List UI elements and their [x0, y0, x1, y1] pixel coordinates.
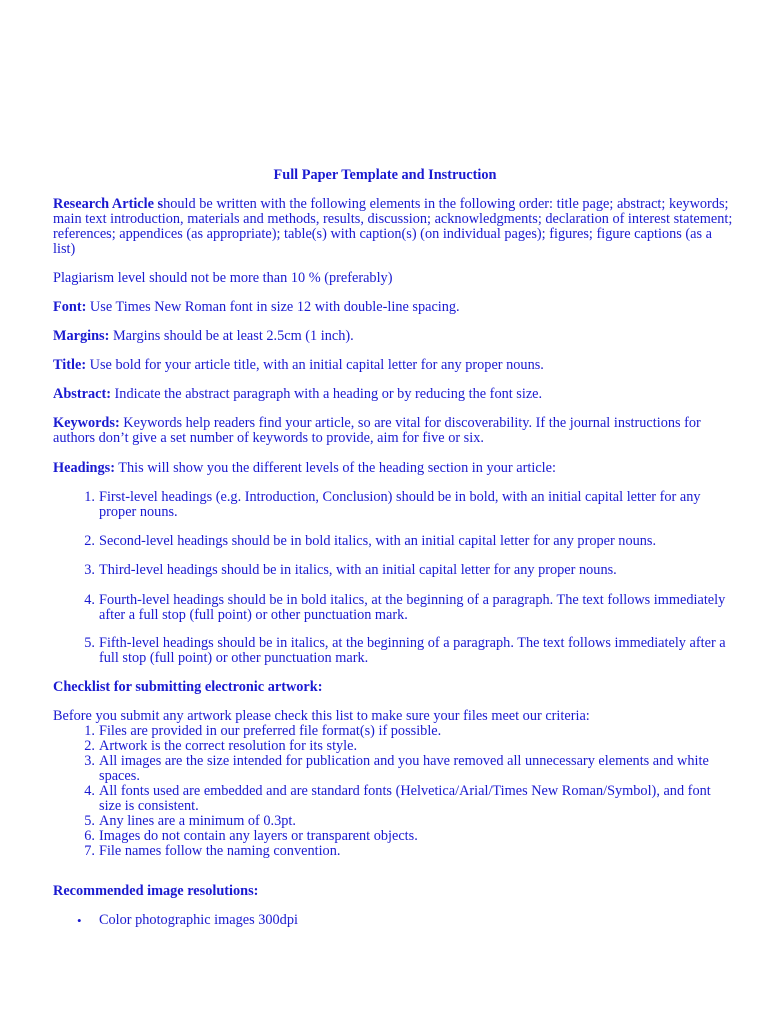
list-item-text: Fifth-level headings should be in italics, at the beginning of a paragraph. The text follows immediately after a full stop (full point) or other punctuation mark.	[99, 635, 726, 666]
list-item	[53, 724, 733, 739]
font-text: Use Times New Roman font in size 12 with double-line spacing.	[86, 299, 460, 315]
abstract-paragraph	[53, 387, 733, 402]
title-lead: Title:	[53, 357, 87, 373]
list-item-text: Artwork is the correct resolution for its style.	[99, 738, 358, 754]
list-number: 1.	[84, 489, 95, 505]
keywords-text: Keywords help readers find your article, so are vital for discoverability. If the journal instructions for authors don’t give a set number of keywords to provide, aim for five or six.	[53, 415, 701, 446]
research-article-text: hould be written with the following elements in the following order: title page; abstract; keywords; main text introduction, materials and methods, results, discussion; acknowledgments; declaration of interest statement; references; appendices (as appropriate); table(s) with caption(s) (on individual pages); figures; figure captions (as a list)	[53, 196, 733, 257]
margins-lead: Margins:	[53, 328, 110, 344]
checklist-list	[53, 724, 733, 859]
headings-lead: Headings:	[53, 460, 115, 476]
keywords-paragraph	[53, 416, 733, 446]
abstract-text: Indicate the abstract paragraph with a heading or by reducing the font size.	[110, 386, 543, 402]
font-paragraph	[53, 300, 733, 315]
list-item-text: Color photographic images 300dpi	[99, 912, 298, 928]
resolutions-heading	[53, 884, 733, 899]
margins-paragraph	[53, 329, 733, 344]
headings-list-item	[53, 636, 733, 666]
checklist-intro: Before you submit any artwork please check this list to make sure your files meet our criteria:	[53, 708, 590, 724]
list-number: 4.	[84, 592, 95, 608]
title-text: Use bold for your article title, with an initial capital letter for any proper nouns.	[86, 357, 544, 373]
list-number: 3.	[84, 562, 95, 578]
list-item	[53, 829, 733, 844]
headings-paragraph	[53, 461, 733, 476]
list-number: 1.	[84, 723, 95, 739]
resolutions-heading-text: Recommended image resolutions:	[53, 883, 259, 899]
list-number: 4.	[84, 783, 95, 799]
list-item-text: Fourth-level headings should be in bold italics, at the beginning of a paragraph. The text follows immediately after a full stop (full point) or other punctuation mark.	[99, 592, 726, 623]
list-item-text: Second-level headings should be in bold italics, with an initial capital letter for any proper nouns.	[99, 533, 657, 549]
list-item-text: Files are provided in our preferred file format(s) if possible.	[99, 723, 442, 739]
list-item-text: First-level headings (e.g. Introduction, Conclusion) should be in bold, with an initial capital letter for any proper nouns.	[99, 489, 701, 520]
abstract-lead: Abstract:	[53, 386, 111, 402]
headings-text: This will show you the different levels of the heading section in your article:	[114, 460, 556, 476]
list-item-text: Third-level headings should be in italics, with an initial capital letter for any proper nouns.	[99, 562, 617, 578]
list-item	[53, 814, 733, 829]
keywords-lead: Keywords:	[53, 415, 120, 431]
research-article-lead: Research Article s	[53, 196, 164, 212]
list-item	[53, 844, 733, 859]
list-item-text: Images do not contain any layers or transparent objects.	[99, 828, 418, 844]
list-number: 3.	[84, 753, 95, 769]
list-item-text: All fonts used are embedded and are standard fonts (Helvetica/Arial/Times New Roman/Symbol), and font size is consistent.	[99, 783, 711, 814]
headings-list-item	[53, 563, 733, 578]
list-item	[53, 784, 733, 814]
plagiarism-paragraph: Plagiarism level should not be more than 10 % (preferably)	[53, 270, 393, 286]
list-number: 5.	[84, 635, 95, 651]
list-number: 2.	[84, 533, 95, 549]
title-paragraph	[53, 358, 733, 373]
list-item-text: File names follow the naming convention.	[99, 843, 341, 859]
headings-list-item	[53, 593, 733, 623]
list-item-text: All images are the size intended for publication and you have removed all unnecessary elements and white spaces.	[99, 753, 709, 784]
list-number: 5.	[84, 813, 95, 829]
list-number: 2.	[84, 738, 95, 754]
list-number: 6.	[84, 828, 95, 844]
font-lead: Font:	[53, 299, 87, 315]
margins-text: Margins should be at least 2.5cm (1 inch).	[109, 328, 354, 344]
list-item	[53, 754, 733, 784]
list-item-text: Any lines are a minimum of 0.3pt.	[99, 813, 296, 829]
checklist-heading	[53, 680, 733, 695]
headings-list-item	[53, 490, 733, 520]
list-number: 7.	[84, 843, 95, 859]
list-item	[53, 739, 733, 754]
research-article-paragraph	[53, 197, 733, 257]
bullet-icon: •	[77, 913, 82, 928]
page-title: Full Paper Template and Instruction	[273, 167, 497, 183]
checklist-heading-text: Checklist for submitting electronic artwork:	[53, 679, 323, 695]
headings-list-item	[53, 534, 733, 549]
